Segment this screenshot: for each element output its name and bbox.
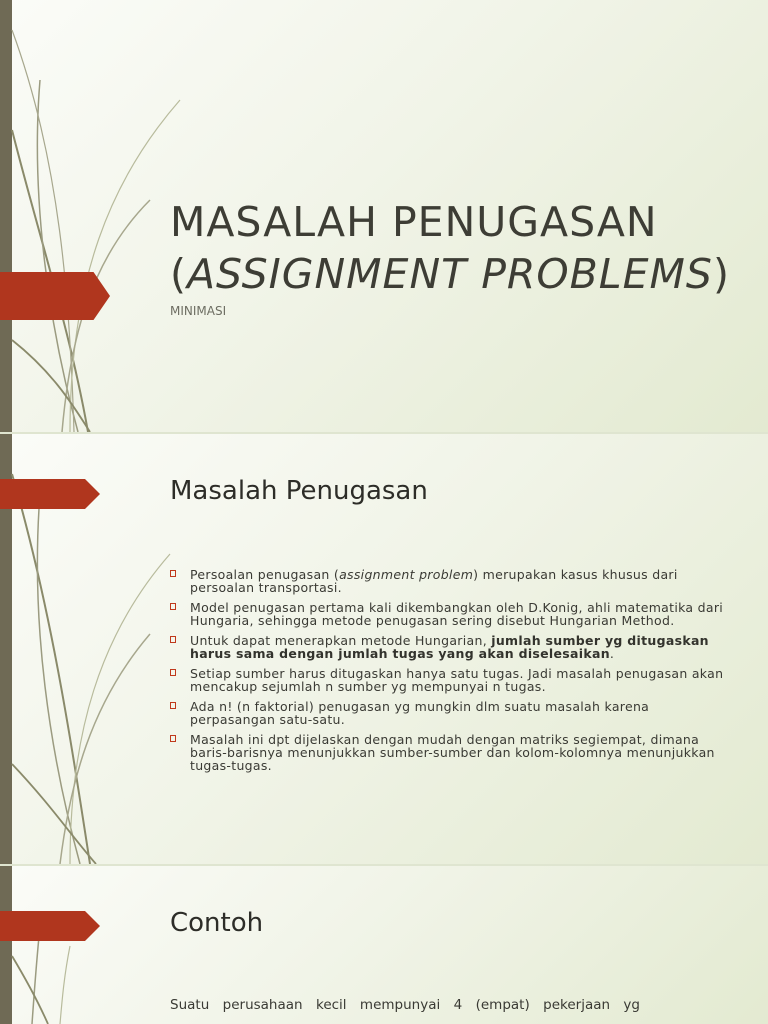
bullet-text: Untuk dapat menerapkan metode Hungarian, <box>190 633 492 648</box>
bullet-text: Persoalan penugasan ( <box>190 567 340 582</box>
bullet-item <box>170 733 730 772</box>
bullet-text: Model penugasan pertama kali dikembangkan oleh D.Konig, ahli matematika dari Hungaria, sehingga metode penugasan sering disebut Hungarian Method. <box>190 600 724 628</box>
slide-subtitle: MINIMASI <box>170 304 227 318</box>
bullet-item <box>170 634 730 660</box>
title-line-1: MASALAH PENUGASAN <box>170 198 658 246</box>
bullet-text: Ada n! (n faktorial) penugasan yg mungkin dlm suatu masalah karena perpasangan satu-satu. <box>190 699 650 727</box>
bullet-item <box>170 700 730 726</box>
example-paragraph: Suatu perusahaan kecil mempunyai 4 (empat) pekerjaan yg <box>170 997 640 1013</box>
hollow-square-icon <box>170 669 176 676</box>
bullet-item <box>170 568 730 594</box>
slide-title <box>170 196 760 300</box>
hollow-square-icon <box>170 603 176 610</box>
arrow-tab-icon <box>0 911 100 941</box>
content-slide <box>0 434 768 864</box>
bullet-text: . <box>609 646 615 661</box>
bullet-text: Masalah ini dpt dijelaskan dengan mudah dengan matriks segiempat, dimana baris-barisnya menunjukkan sumber-sumber dan kolom-kolomnya menunjukkan tugas-tugas. <box>190 732 715 773</box>
bullet-text: ) merupakan kasus khusus dari persoalan transportasi. <box>190 567 678 595</box>
bullet-text: Setiap sumber harus ditugaskan hanya satu tugas. Jadi masalah penugasan akan mencakup sejumlah n sumber yg mempunyai n tugas. <box>190 666 724 694</box>
title-italic-part: ASSIGNMENT PROBLEMS <box>187 250 713 298</box>
hollow-square-icon <box>170 702 176 709</box>
title-paren-open: ( <box>170 250 187 298</box>
hollow-square-icon <box>170 735 176 742</box>
title-paren-close: ) <box>712 250 730 298</box>
arrow-tab-icon <box>0 479 100 509</box>
title-line-2 <box>170 248 760 300</box>
slide-heading: Masalah Penugasan <box>170 476 428 506</box>
hollow-square-icon <box>170 570 176 577</box>
bullet-item <box>170 601 730 627</box>
title-slide <box>0 0 768 432</box>
bullet-list <box>170 568 730 779</box>
bullet-item <box>170 667 730 693</box>
bullet-bold: jumlah sumber yg ditugaskan harus sama dengan jumlah tugas yang akan diselesaikan <box>190 633 709 661</box>
bullet-italic: assignment problem <box>339 567 474 582</box>
arrow-tab-icon <box>0 272 110 320</box>
hollow-square-icon <box>170 636 176 643</box>
slide-heading: Contoh <box>170 908 264 938</box>
example-slide <box>0 866 768 1024</box>
